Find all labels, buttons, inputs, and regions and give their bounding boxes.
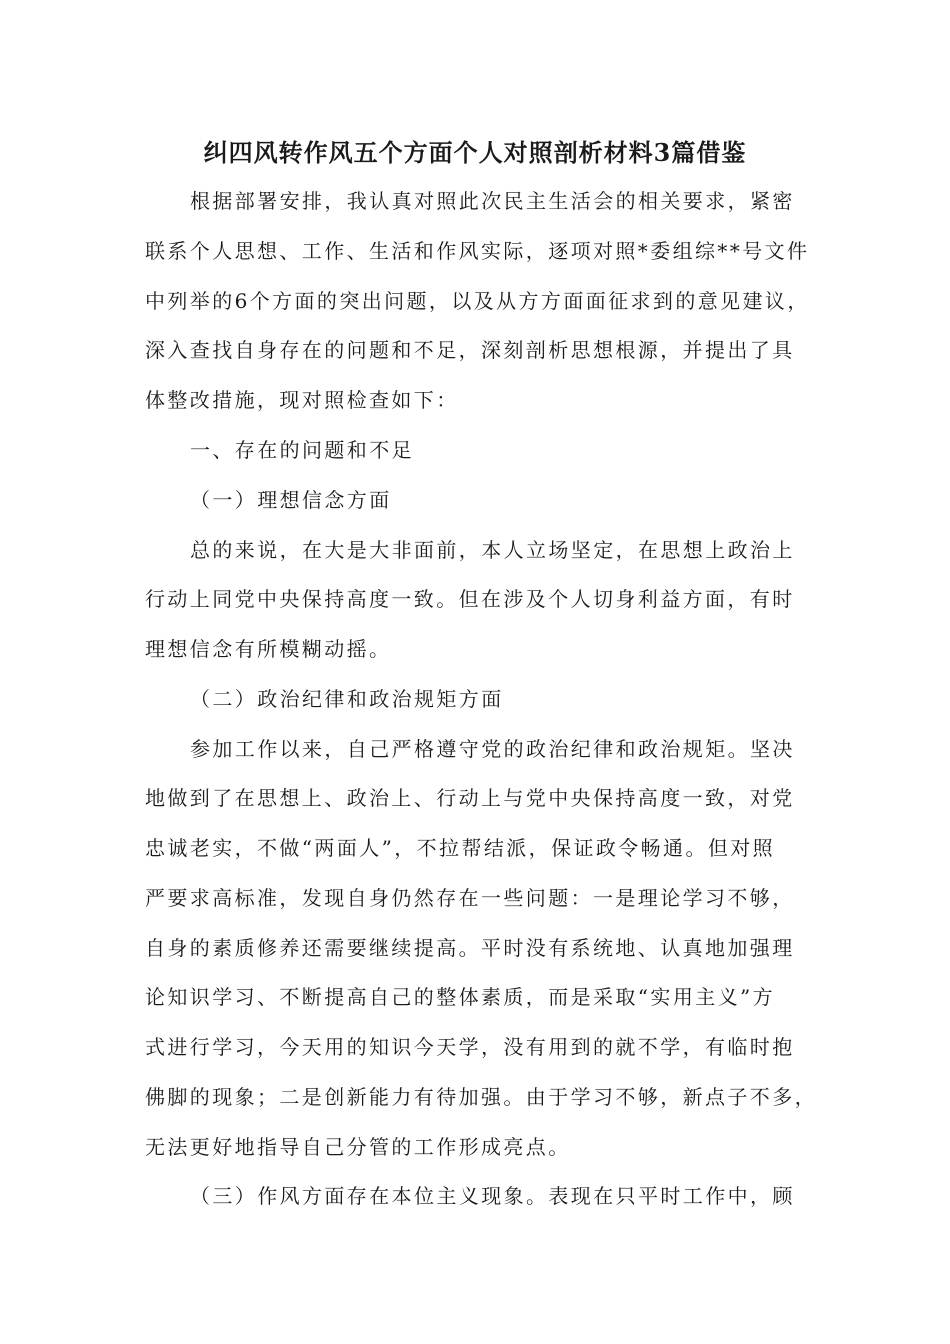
paragraph-line: 体整改措施，现对照检查如下： [145, 388, 459, 412]
paragraph-line: 总的来说，在大是大非面前，本人立场坚定，在思想上政治上 [190, 538, 795, 562]
paragraph-line: 中列举的6个方面的突出问题，以及从方方面面征求到的意见建议， [145, 289, 810, 313]
paragraph-line: 行动上同党中央保持高度一致。但在涉及个人切身利益方面，有时 [145, 587, 795, 611]
paragraph-line: 参加工作以来，自己严格遵守党的政治纪律和政治规矩。坚决 [190, 737, 795, 761]
paragraph-line: 佛脚的现象；二是创新能力有待加强。由于学习不够，新点子不多， [145, 1085, 817, 1109]
paragraph-line: 严要求高标准，发现自身仍然存在一些问题：一是理论学习不够， [145, 886, 795, 910]
paragraph-line: 地做到了在思想上、政治上、行动上与党中央保持高度一致，对党 [145, 786, 795, 810]
subsection-heading: （三）作风方面存在本位主义现象。表现在只平时工作中，顾 [190, 1184, 795, 1208]
paragraph-line: 理想信念有所模糊动摇。 [145, 637, 392, 661]
paragraph-line: 无法更好地指导自己分管的工作形成亮点。 [145, 1135, 571, 1159]
paragraph-line: 忠诚老实，不做“两面人”，不拉帮结派，保证政令畅通。但对照 [145, 836, 776, 860]
document-title: 纠四风转作风五个方面个人对照剖析材料3篇借鉴 [203, 138, 747, 167]
subsection-heading: （一）理想信念方面 [190, 488, 392, 512]
paragraph-line: 自身的素质修养还需要继续提高。平时没有系统地、认真地加强理 [145, 936, 795, 960]
paragraph-line: 式进行学习，今天用的知识今天学，没有用到的就不学，有临时抱 [145, 1035, 795, 1059]
paragraph-line: 根据部署安排，我认真对照此次民主生活会的相关要求，紧密 [190, 189, 795, 213]
paragraph-line: 深入查找自身存在的问题和不足，深刻剖析思想根源，并提出了具 [145, 338, 795, 362]
section-heading: 一、存在的问题和不足 [190, 438, 414, 462]
paragraph-line: 论知识学习、不断提高自己的整体素质，而是采取“实用主义”方 [145, 985, 776, 1009]
subsection-heading: （二）政治纪律和政治规矩方面 [190, 687, 504, 711]
paragraph-line: 联系个人思想、工作、生活和作风实际，逐项对照*委组综**号文件 [145, 239, 810, 263]
